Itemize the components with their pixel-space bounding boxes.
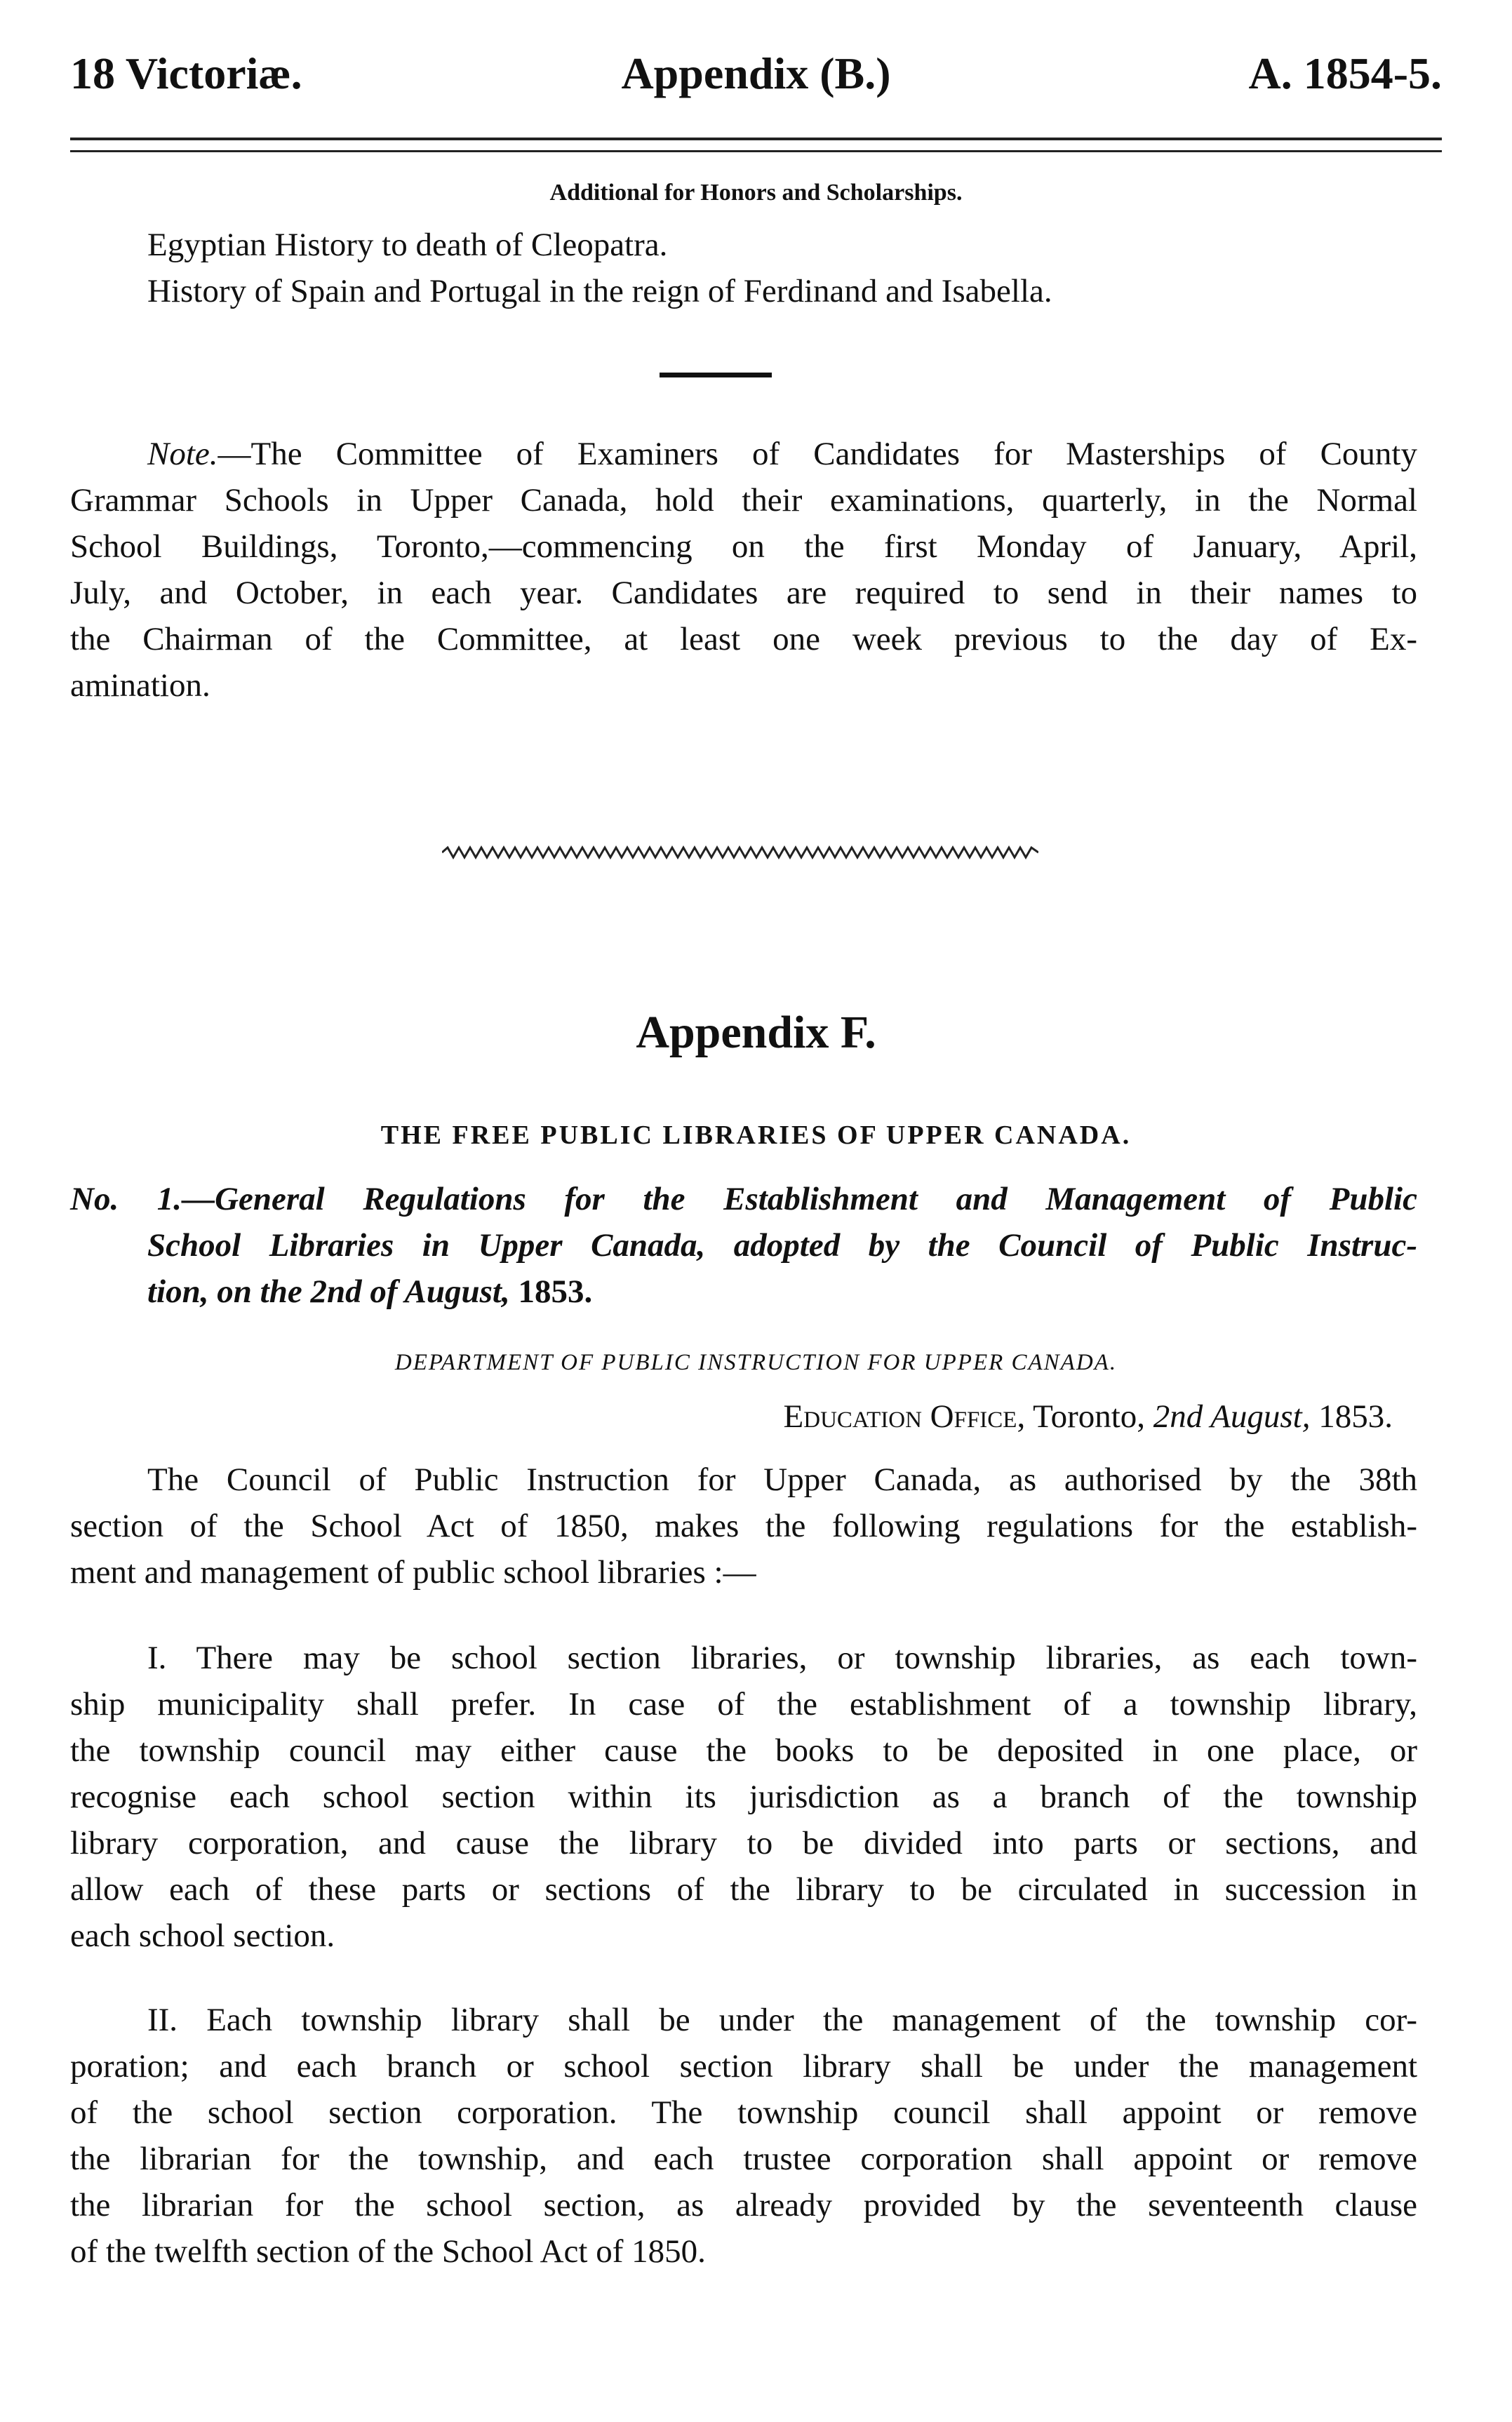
paragraph-one-line: the township council may either cause the books to be deposited in one place, or bbox=[70, 1732, 1417, 1769]
intro-line: The Council of Public Instruction for Upper Canada, as authorised by the 38th bbox=[147, 1461, 1417, 1498]
note-line: Grammar Schools in Upper Canada, hold their examinations, quarterly, in the Normal bbox=[70, 482, 1417, 518]
running-header bbox=[70, 42, 1442, 105]
office-date: 2nd August, bbox=[1153, 1398, 1311, 1435]
note-line: School Buildings, Toronto,—commencing on the first Monday of January, April, bbox=[70, 528, 1417, 565]
paragraph-one-line: library corporation, and cause the library to be divided into parts or sections, and bbox=[70, 1825, 1417, 1861]
section-divider bbox=[660, 373, 772, 377]
intro-line: ment and management of public school libraries :— bbox=[70, 1554, 756, 1591]
regulation-heading-line: No. 1.—General Regulations for the Establishment and Management of Public bbox=[70, 1181, 1417, 1217]
paragraph-two-line: the librarian for the township, and each trustee corporation shall appoint or remove bbox=[70, 2141, 1417, 2177]
regulation-heading-line: tion, on the 2nd of August, 1853. bbox=[147, 1273, 593, 1310]
header-appendix: Appendix (B.) bbox=[621, 48, 891, 98]
regulation-year: 1853. bbox=[518, 1273, 593, 1310]
paragraph-one-line: I. There may be school section libraries, or township libraries, as each town- bbox=[147, 1640, 1417, 1676]
paragraph-two-line: the librarian for the school section, as already provided by the seventeenth clause bbox=[70, 2187, 1417, 2223]
regulation-number: No. 1. bbox=[70, 1181, 182, 1217]
header-session: 18 Victoriæ. bbox=[70, 48, 302, 98]
office-year: 1853. bbox=[1318, 1398, 1393, 1435]
paragraph-one-line: each school section. bbox=[70, 1918, 335, 1954]
appendix-subtitle: THE FREE PUBLIC LIBRARIES OF UPPER CANADA. bbox=[380, 1120, 1132, 1150]
wavy-ornament-divider bbox=[442, 842, 1038, 863]
honors-item: History of Spain and Portugal in the reign of Ferdinand and Isabella. bbox=[147, 273, 1052, 309]
paragraph-two-line: II. Each township library shall be under the management of the township cor- bbox=[147, 2002, 1417, 2038]
header-year: A. 1854-5. bbox=[1248, 48, 1442, 98]
note-line: July, and October, in each year. Candidates are required to send in their names to bbox=[70, 575, 1417, 611]
paragraph-one-line: recognise each school section within its jurisdiction as a branch of the township bbox=[70, 1779, 1417, 1815]
appendix-title: Appendix F. bbox=[636, 1007, 876, 1058]
paragraph-two-line: poration; and each branch or school section library shall be under the management bbox=[70, 2048, 1417, 2085]
paragraph-two-line: of the school section corporation. The township council shall appoint or remove bbox=[70, 2094, 1417, 2131]
note-line: amination. bbox=[70, 667, 210, 704]
paragraph-two-line: of the twelfth section of the School Act of 1850. bbox=[70, 2233, 706, 2270]
note-line: Note.—The Committee of Examiners of Candidates for Masterships of County bbox=[147, 436, 1417, 472]
paragraph-one-line: allow each of these parts or sections of the library to be circulated in succession in bbox=[70, 1871, 1417, 1908]
dateline: Education Office, Toronto, 2nd August, 1853. bbox=[783, 1398, 1393, 1435]
note-label: Note. bbox=[147, 436, 218, 472]
intro-line: section of the School Act of 1850, makes the following regulations for the establish- bbox=[70, 1508, 1417, 1544]
paragraph-one-line: ship municipality shall prefer. In case of the establishment of a township library, bbox=[70, 1686, 1417, 1722]
department-heading: DEPARTMENT OF PUBLIC INSTRUCTION FOR UPPER CANADA. bbox=[394, 1350, 1118, 1375]
honors-heading: Additional for Honors and Scholarships. bbox=[549, 180, 963, 206]
honors-item: Egyptian History to death of Cleopatra. bbox=[147, 227, 668, 263]
regulation-heading-line: School Libraries in Upper Canada, adopted by the Council of Public Instruc- bbox=[147, 1227, 1417, 1264]
header-rule bbox=[70, 138, 1442, 152]
office-name: Education Office bbox=[783, 1398, 1017, 1435]
note-line: the Chairman of the Committee, at least one week previous to the day of Ex- bbox=[70, 621, 1417, 657]
